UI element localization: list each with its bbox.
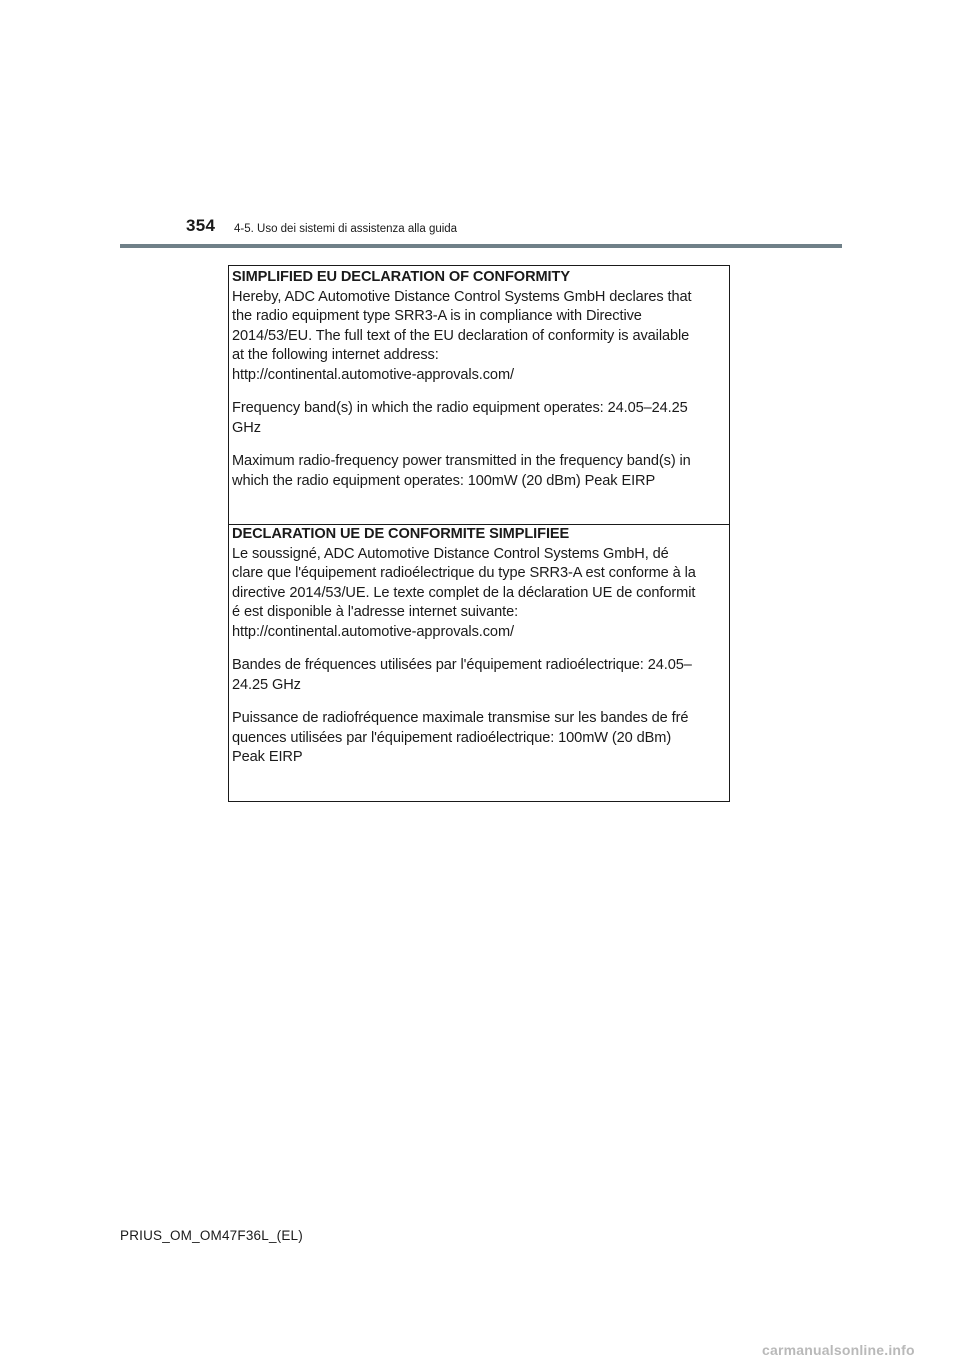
eu-frequency-paragraph bbox=[232, 399, 726, 438]
eu-statement-line: Hereby, ADC Automotive Distance Control Systems GmbH declares that bbox=[232, 288, 692, 305]
fr-statement-paragraph bbox=[232, 545, 726, 643]
paragraph-gap bbox=[232, 438, 726, 452]
page-number: 354 bbox=[186, 216, 216, 235]
paragraph-gap bbox=[232, 642, 726, 656]
eu-statement-line: the radio equipment type SRR3-A is in compliance with Directive bbox=[232, 308, 642, 324]
fr-frequency-line: Bandes de fréquences utilisées par l'équipement radioélectrique: 24.05– bbox=[232, 657, 692, 673]
fr-statement-line: directive 2014/53/UE. Le texte complet de la déclaration UE de conformit bbox=[232, 584, 696, 601]
fr-frequency-paragraph bbox=[232, 656, 726, 695]
declaration-box bbox=[228, 265, 730, 802]
section-title: 4-5. Uso dei sistemi di assistenza alla guida bbox=[234, 223, 458, 235]
fr-declaration-title: DECLARATION UE DE CONFORMITE SIMPLIFIEE bbox=[232, 526, 570, 542]
fr-frequency-line: 24.25 GHz bbox=[232, 676, 301, 693]
eu-declaration-title: SIMPLIFIED EU DECLARATION OF CONFORMITY bbox=[232, 269, 570, 285]
eu-statement-paragraph bbox=[232, 288, 726, 386]
eu-frequency-line: Frequency band(s) in which the radio equipment operates: 24.05–24.25 bbox=[232, 400, 688, 416]
watermark: carmanualsonline.info bbox=[762, 1342, 915, 1358]
eu-power-paragraph bbox=[232, 452, 726, 491]
eu-declaration-section bbox=[229, 266, 729, 525]
fr-power-line: quences utilisées par l'équipement radioélectrique: 100mW (20 dBm) bbox=[232, 729, 672, 746]
eu-power-line: which the radio equipment operates: 100mW (20 dBm) Peak EIRP bbox=[232, 472, 656, 489]
fr-statement-line: Le soussigné, ADC Automotive Distance Control Systems GmbH, dé bbox=[232, 545, 669, 562]
fr-power-line: Puissance de radiofréquence maximale transmise sur les bandes de fré bbox=[232, 710, 689, 726]
fr-power-paragraph bbox=[232, 709, 726, 768]
document-code: PRIUS_OM_OM47F36L_(EL) bbox=[120, 1228, 303, 1243]
fr-approval-url: http://continental.automotive-approvals.com/ bbox=[232, 623, 514, 640]
header-rule bbox=[120, 244, 842, 248]
eu-approval-url: http://continental.automotive-approvals.com/ bbox=[232, 366, 514, 383]
fr-statement-line: clare que l'équipement radioélectrique du type SRR3-A est conforme à la bbox=[232, 565, 696, 581]
eu-power-line: Maximum radio-frequency power transmitted in the frequency band(s) in bbox=[232, 453, 691, 469]
eu-statement-line: at the following internet address: bbox=[232, 347, 439, 363]
paragraph-gap bbox=[232, 695, 726, 709]
fr-declaration-section bbox=[229, 523, 729, 768]
paragraph-gap bbox=[232, 385, 726, 399]
eu-statement-line: 2014/53/EU. The full text of the EU declaration of conformity is available bbox=[232, 327, 690, 344]
fr-statement-line: é est disponible à l'adresse internet suivante: bbox=[232, 604, 519, 620]
fr-power-line: Peak EIRP bbox=[232, 749, 303, 765]
eu-frequency-line: GHz bbox=[232, 419, 261, 436]
